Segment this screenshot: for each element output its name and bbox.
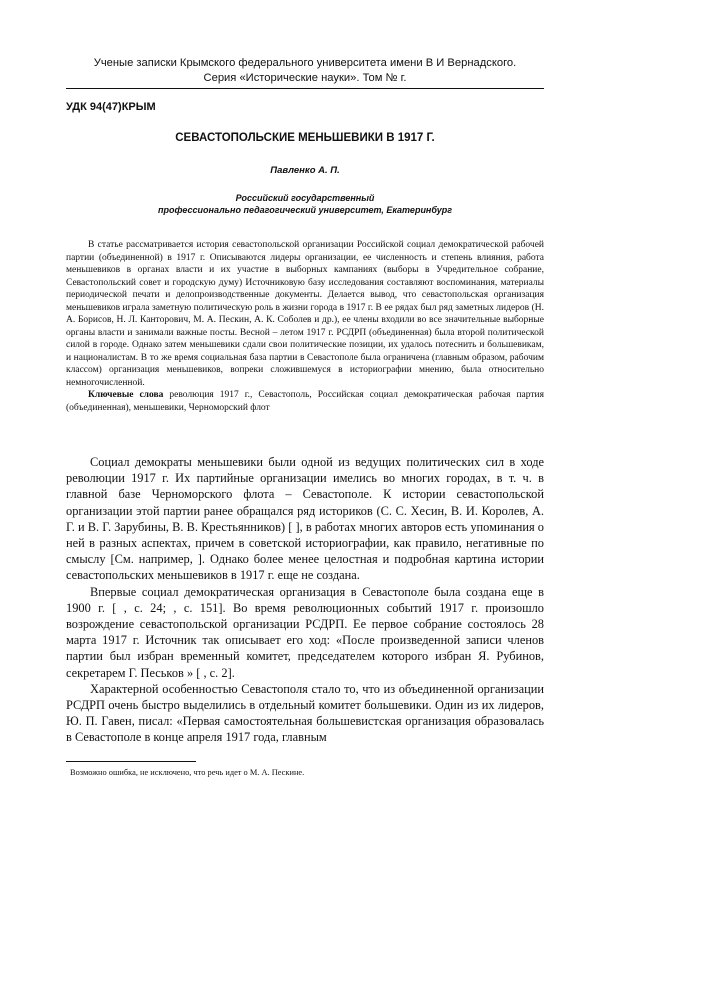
body-paragraph: Впервые социал демократическая организация в Севастополе была создана еще в 1900 г. [ , с. 24; , с. 151]. Во время революционных событий 1917 г. произошло возрождение севастопольской организации РСДРП. Ее первое собрание состоялось 28 марта 1917 г. Источник так описывает его ход: «После произведенной записи членов партии был избран временный комитет, председателем которого избран Я. Рубинов, секретарем Г. Песьков » [ , с. 2]. xyxy=(66,584,544,680)
abstract xyxy=(66,239,544,414)
body-paragraph: Социал демократы меньшевики были одной из ведущих политических сил в ходе революции 1917 г. Их партийные организации имелись во многих городах, в т. ч. в главной базе Черноморского флота – Севастополе. К истории севастопольской организации этой партии ранее обращался ряд историков (С. С. Хесин, В. И. Королев, А. Г. и В. Г. Зарубины, В. В. Крестьянников) [ ], в работах многих авторов есть упоминания о ней в разных аспектах, причем в советской историографии, как правило, негативные по смыслу [См. например, ]. Однако более менее целостная и подробная картина истории севастопольских меньшевиков в 1917 г. еще не создана. xyxy=(66,455,544,583)
keywords xyxy=(66,389,544,414)
journal-running-head xyxy=(66,56,544,85)
journal-series-line: Серия «Исторические науки». Том № г. xyxy=(203,71,407,84)
journal-title-line: Ученые записки Крымского федерального университета имени В И Вернадского. xyxy=(93,57,517,69)
abstract-text: В статье рассматривается история севастопольской организации Российской социал демократической рабочей партии (объединенной) в 1917 г. Описываются лидеры организации, ее численность и степень влияния, работа меньшевиков в органах власти и их участие в выборных кампаниях (выборы в Учредительное собрание, Севастопольский совет и городскую думу) Источниковую базу исследования составляют воспоминания, материалы периодической печати и делопроизводственные документы. Делается вывод, что севастопольская организация меньшевиков играла заметную политическую роль в жизни города в 1917 г. В ее рядах был ряд заметных лидеров (Н. А. Борисов, Н. Л. Канторович, М. А. Пескин, А. К. Соболев и др.), ее члены входили во все значительные выборные органы власти и занимали важные посты. Весной – летом 1917 г. РСДРП (объединенная) была второй политической силой в городе. Однако затем меньшевики сдали свои политические позиции, их удалось потеснить и большевикам, и националистам. В то же время социальная база партии в Севастополе была ограничена (главным образом, рабочим классом) организация меньшевиков, вопреки сложившемуся в историографии мнению, была относительно немногочисленной. xyxy=(66,240,544,388)
header-divider xyxy=(66,88,544,89)
keywords-label: Ключевые слова xyxy=(88,390,164,400)
udk-code: УДК 94(47)КРЫМ xyxy=(66,101,156,113)
author-name: Павленко А. П. xyxy=(270,165,340,176)
body-paragraph: Характерной особенностью Севастополя стало то, что из объединенной организации РСДРП очень быстро выделились в отдельный комитет большевики. Один из их лидеров, Ю. П. Гавен, писал: «Первая самостоятельная большевистская организация образовалась в Севастополе в конце апреля 1917 года, главным xyxy=(66,681,544,745)
author-affiliation xyxy=(66,193,544,216)
keywords-list: революция 1917 г., Севастополь, Российская социал демократическая рабочая партия (объединенная), меньшевики, Черноморский флот xyxy=(66,390,544,413)
affiliation-line: профессионально педагогический университет, Екатеринбург xyxy=(157,204,453,215)
footnote-divider xyxy=(66,761,196,762)
affiliation-line: Российский государственный xyxy=(235,193,375,203)
article-title: СЕВАСТОПОЛЬСКИЕ МЕНЬШЕВИКИ В 1917 Г. xyxy=(175,132,435,144)
article-body xyxy=(66,454,544,746)
footnote: Возможно ошибка, не исключено, что речь идет о М. А. Пескине. xyxy=(70,768,305,777)
